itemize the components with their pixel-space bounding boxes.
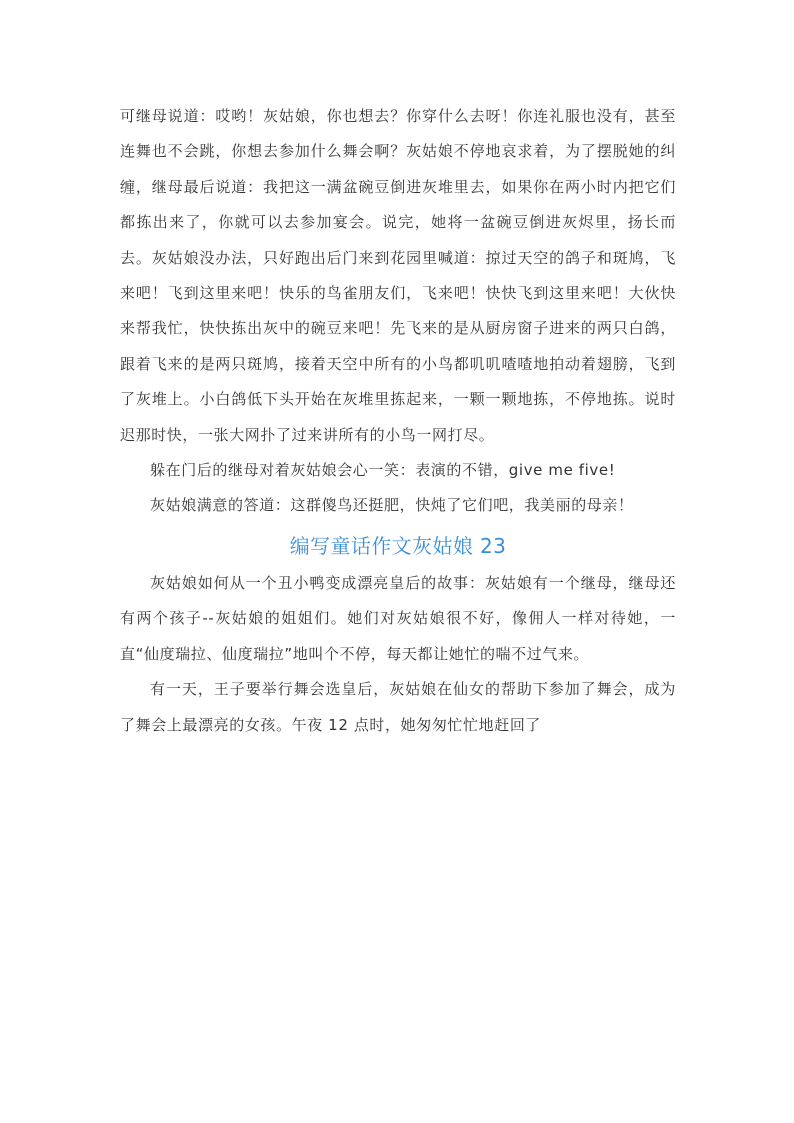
paragraph-royal-ball: 有一天，王子要举行舞会选皇后，灰姑娘在仙女的帮助下参加了舞会，成为了舞会上最漂亮的女孩。午夜 12 点时，她匆匆忙忙地赶回了 (120, 680, 676, 734)
paragraph-story-intro: 灰姑娘如何从一个丑小鸭变成漂亮皇后的故事：灰姑娘有一个继母，继母还有两个孩子--灰姑娘的姐姐们。她们对灰姑娘很不好，像佣人一样对待她，一直“仙度瑞拉、仙度瑞拉”地叫个不停，每天都让她忙的喘不过气来。 (120, 573, 676, 663)
section-heading: 编写童话作文灰姑娘 23 (289, 533, 507, 558)
paragraph-cinderella-reply: 灰姑娘满意的答道：这群傻鸟还挺肥，快炖了它们吧，我美丽的母亲！ (150, 496, 634, 515)
document-body (120, 99, 676, 743)
paragraph-stepmother-speech: 可继母说道：哎哟！灰姑娘，你也想去？你穿什么去呀！你连礼服也没有，甚至连舞也不会跳，你想去参加什么舞会啊？灰姑娘不停地哀求着，为了摆脱她的纠缠，继母最后说道：我把这一满盆碗豆倒进灰堆里去，如果你在两小时内把它们都拣出来了，你就可以去参加宴会。说完，她将一盆碗豆倒进灰烬里，扬长而去。灰姑娘没办法，只好跑出后门来到花园里喊道：掠过天空的鸽子和斑鸠，飞来吧！飞到这里来吧！快乐的鸟雀朋友们，飞来吧！快快飞到这里来吧！大伙快来帮我忙，快快拣出灰中的碗豆来吧！先飞来的是从厨房窗子进来的两只白鸽，跟着飞来的是两只斑鸠，接着天空中所有的小鸟都叽叽喳喳地拍动着翅膀，飞到了灰堆上。小白鸽低下头开始在灰堆里拣起来，一颗一颗地拣，不停地拣。说时迟那时快，一张大网扑了过来讲所有的小鸟一网打尽。 (120, 107, 676, 444)
paragraph-stepmother-smile: 躲在门后的继母对着灰姑娘会心一笑：表演的不错，give me five! (150, 461, 616, 480)
